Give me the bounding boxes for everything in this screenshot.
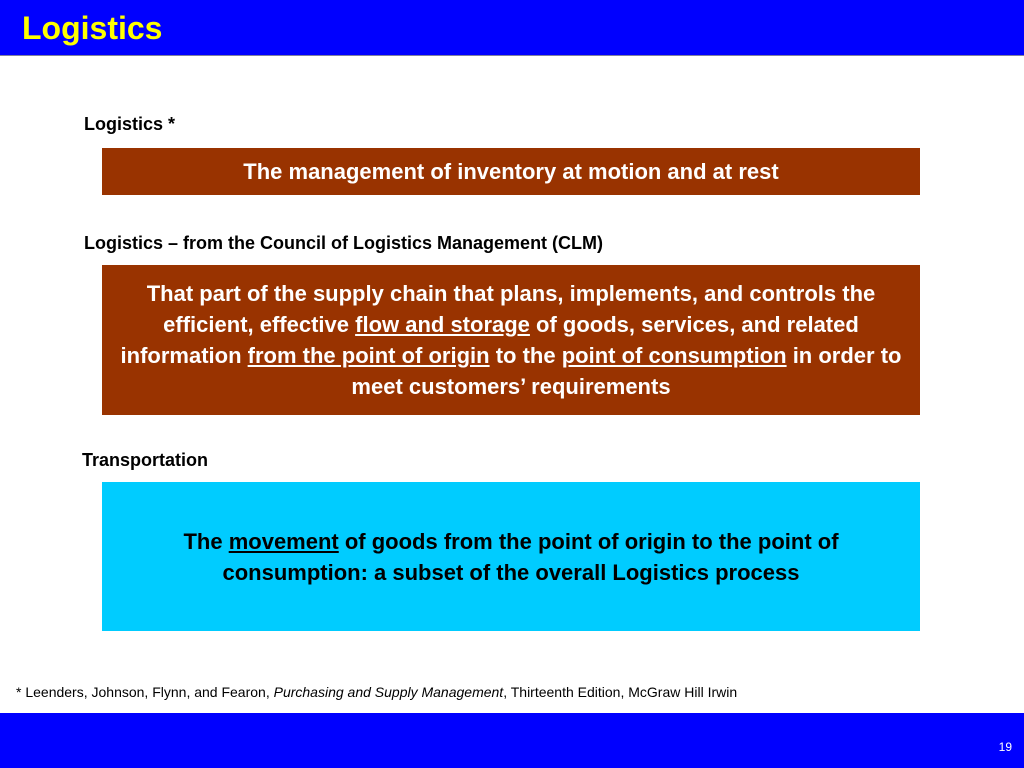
slide-title: Logistics <box>22 10 163 46</box>
transport-def-underlined-movement: movement <box>228 528 339 554</box>
footnote-suffix: , Thirteenth Edition, McGraw Hill Irwin <box>503 684 738 700</box>
clm-definition-text <box>120 278 902 402</box>
section-label-clm: Logistics – from the Council of Logistics Management (CLM) <box>84 233 604 253</box>
footnote-prefix: * Leenders, Johnson, Flynn, and Fearon, <box>16 684 274 700</box>
logistics-definition-box <box>102 148 920 195</box>
transportation-definition-text <box>126 526 896 588</box>
clm-definition-box <box>102 265 920 415</box>
section-label-transportation: Transportation <box>82 450 209 470</box>
footnote-book-title: Purchasing and Supply Management <box>273 684 504 700</box>
page-number: 19 <box>998 740 1012 754</box>
footer-bar <box>0 713 1024 768</box>
clm-def-part4: in order to meet customers’ requirements <box>351 343 902 399</box>
clm-def-part1: That part of the supply chain that plans, implements, and controls the efficient, effective <box>146 281 876 337</box>
transportation-definition-box <box>102 482 920 631</box>
clm-def-underlined-flow: flow and storage <box>355 312 530 337</box>
clm-def-underlined-origin: from the point of origin <box>247 343 490 368</box>
clm-def-part2: of goods, services, and related information <box>120 312 859 368</box>
transport-def-part1: The <box>183 528 229 554</box>
logistics-definition-text: The management of inventory at motion and at rest <box>243 159 779 184</box>
header-divider <box>0 55 1024 56</box>
footnote <box>16 683 737 701</box>
transport-def-part2: of goods from the point of origin to the point of consumption: a subset of the overall Logistics process <box>222 528 839 585</box>
clm-def-underlined-consumption: point of consumption <box>561 343 787 368</box>
section-label-logistics: Logistics * <box>84 114 176 134</box>
clm-def-part3: to the <box>489 343 562 368</box>
